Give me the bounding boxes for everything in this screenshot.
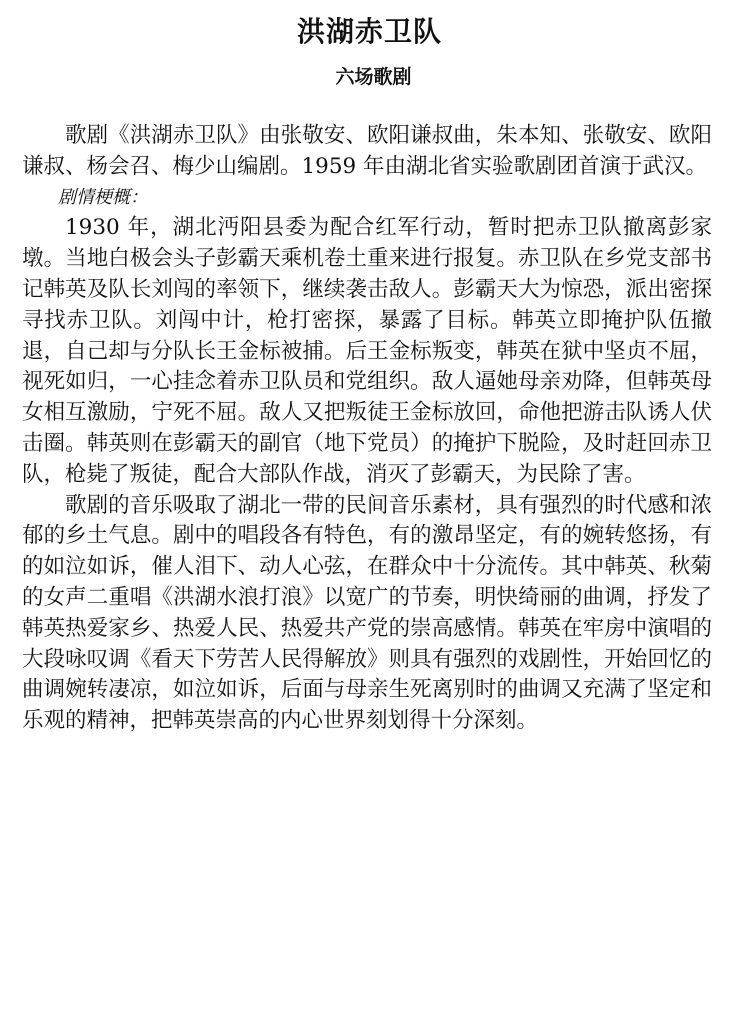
page-title: 洪湖赤卫队: [296, 15, 442, 48]
article-body: [22, 121, 712, 737]
synopsis-label: 剧情梗概：: [58, 186, 148, 208]
page-subtitle: 六场歌剧: [335, 66, 412, 88]
synopsis-paragraph: 1930 年，湖北沔阳县委为配合红军行动，暂时把赤卫队撤离彭家墩。当地白极会头子彭霸天乘机卷土重来进行报复。赤卫队在乡党支部书记韩英及队长刘闯的率领下，继续袭击敌人。彭霸天大为惊恐，派出密探寻找赤卫队。刘闯中计，枪打密探，暴露了目标。韩英立即掩护队伍撤退，自己却与分队长王金标被捕。后王金标叛变，韩英在狱中坚贞不屈，视死如归，一心挂念着赤卫队员和党组织。敌人逼她母亲劝降，但韩英母女相互激励，宁死不屈。敌人又把叛徒王金标放回，命他把游击队诱人伏击圈。韩英则在彭霸天的副官（地下党员）的掩护下脱险，及时赶回赤卫队，枪毙了叛徒，配合大部队作战，消灭了彭霸天，为民除了害。: [22, 215, 712, 487]
music-paragraph: 歌剧的音乐吸取了湖北一带的民间音乐素材，具有强烈的时代感和浓郁的乡土气息。剧中的唱段各有特色，有的激昂坚定，有的婉转悠扬，有的如泣如诉，催人泪下、动人心弦，在群众中十分流传。其中韩英、秋菊的女声二重唱《洪湖水浪打浪》以宽广的节奏，明快绮丽的曲调，抒发了韩英热爱家乡、热爱人民、热爱共产党的崇高感情。韩英在牢房中演唱的大段咏叹调《看天下劳苦人民得解放》则具有强烈的戏剧性，开始回忆的曲调婉转凄凉，如泣如诉，后面与母亲生死离别时的曲调又充满了坚定和乐观的精神，把韩英崇高的内心世界刻划得十分深刻。: [22, 492, 712, 734]
intro-paragraph: 歌剧《洪湖赤卫队》由张敬安、欧阳谦叔曲，朱本知、张敬安、欧阳谦叔、杨会召、梅少山编剧。1959 年由湖北省实验歌剧团首演于武汉。: [22, 123, 712, 179]
